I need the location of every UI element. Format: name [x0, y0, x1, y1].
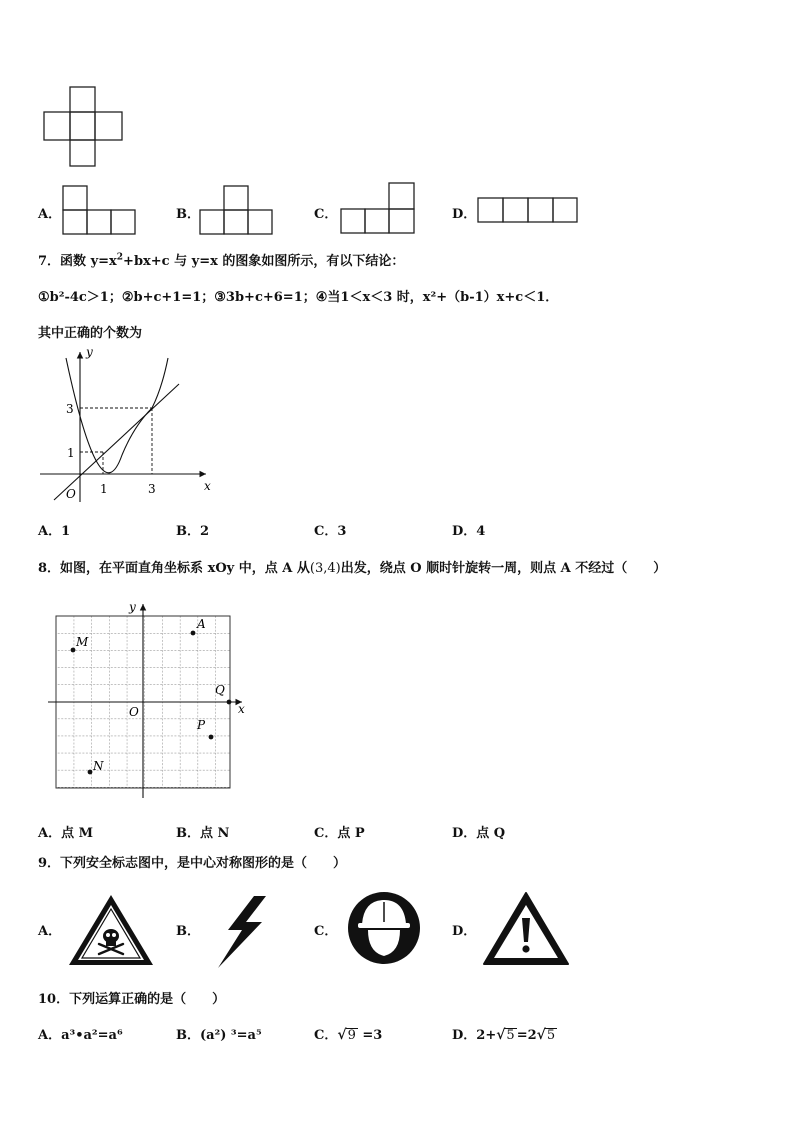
q9-stem: 9．下列安全标志图中，是中心对称图形的是（ ） — [38, 856, 347, 871]
q6-option-d-label: D． — [452, 207, 477, 222]
q8-option-c: C．点 P — [314, 826, 365, 841]
q8-point-p — [209, 735, 214, 740]
q8-point-n — [88, 770, 93, 775]
lightning-bolt-icon — [214, 894, 270, 970]
q9-option-a-label: A． — [38, 924, 62, 939]
q6-option-c-label: C． — [314, 207, 338, 222]
q8-point-q — [227, 700, 232, 705]
q7-function-graph — [34, 340, 224, 508]
q8-x-label: x — [238, 702, 245, 716]
q9-option-b-label: B． — [176, 924, 200, 939]
q8-coordinate-grid — [44, 598, 254, 802]
q8-stem: 8．如图，在平面直角坐标系 xOy 中，点 A 从(3,4)出发，绕点 O 顺时针旋转一周，则点 A 不经过（ ） — [38, 561, 667, 576]
q8-label-m: M — [76, 635, 89, 649]
q6-option-a-view — [58, 183, 140, 237]
q7-origin-label: O — [66, 487, 76, 501]
q8-label-q: Q — [215, 683, 225, 697]
q9-option-c-label: C． — [314, 924, 338, 939]
q7-stem-question: 其中正确的个数为 — [38, 326, 143, 341]
q6-option-a-label: A． — [38, 207, 62, 222]
q7-tick-x3: 3 — [148, 482, 156, 496]
q7-tick-y3: 3 — [66, 402, 74, 416]
q7-x-label: x — [204, 479, 211, 493]
q6-option-b-label: B． — [176, 207, 200, 222]
q8-option-d: D．点 Q — [452, 826, 506, 841]
q7-tick-x1: 1 — [100, 482, 108, 496]
q8-label-a: A — [197, 617, 206, 631]
q8-y-label: y — [129, 600, 136, 614]
q8-option-b: B．点 N — [176, 826, 230, 841]
q8-origin-label: O — [129, 705, 139, 719]
q7-parabola — [66, 358, 168, 473]
hard-hat-sign-icon — [346, 890, 422, 966]
q10-option-c: C．√9 =3 — [314, 1027, 383, 1043]
q7-option-b: B．2 — [176, 524, 210, 539]
cube-net-figure — [38, 84, 130, 170]
q8-point-a — [191, 631, 196, 636]
q8-point-m — [71, 648, 76, 653]
q7-option-c: C．3 — [314, 524, 347, 539]
exclamation-warning-sign-icon — [482, 890, 570, 968]
q6-option-c-view — [336, 180, 420, 237]
q7-option-a: A．1 — [38, 524, 71, 539]
q10-option-d: D．2+√5 =2√5 — [452, 1027, 556, 1043]
q10-stem: 10．下列运算正确的是（ ） — [38, 992, 226, 1007]
q7-option-d: D．4 — [452, 524, 486, 539]
q8-label-p: P — [197, 718, 206, 732]
q9-option-d-label: D． — [452, 924, 477, 939]
q7-tick-y1: 1 — [67, 446, 75, 460]
q7-y-label: y — [86, 345, 93, 359]
q8-option-a: A．点 M — [38, 826, 94, 841]
q8-label-n: N — [93, 759, 104, 773]
q6-option-b-view — [196, 183, 278, 237]
q7-stem: 7．函数 $y=x^2+bx+c$ 与 y=x 的图象如图所示，有以下结论： — [38, 252, 405, 269]
toxic-warning-sign-icon — [66, 892, 156, 968]
q10-option-b: B．(a²) ³=a⁵ — [176, 1028, 262, 1043]
q7-conclusions: ①b²-4c＞1；②b+c+1=1；③3b+c+6=1；④当1＜x＜3 时，x²+（b-1）x+c＜1． — [38, 290, 559, 305]
q6-option-d-view — [474, 195, 582, 227]
q10-option-a: A．a³•a²=a⁶ — [38, 1028, 123, 1043]
